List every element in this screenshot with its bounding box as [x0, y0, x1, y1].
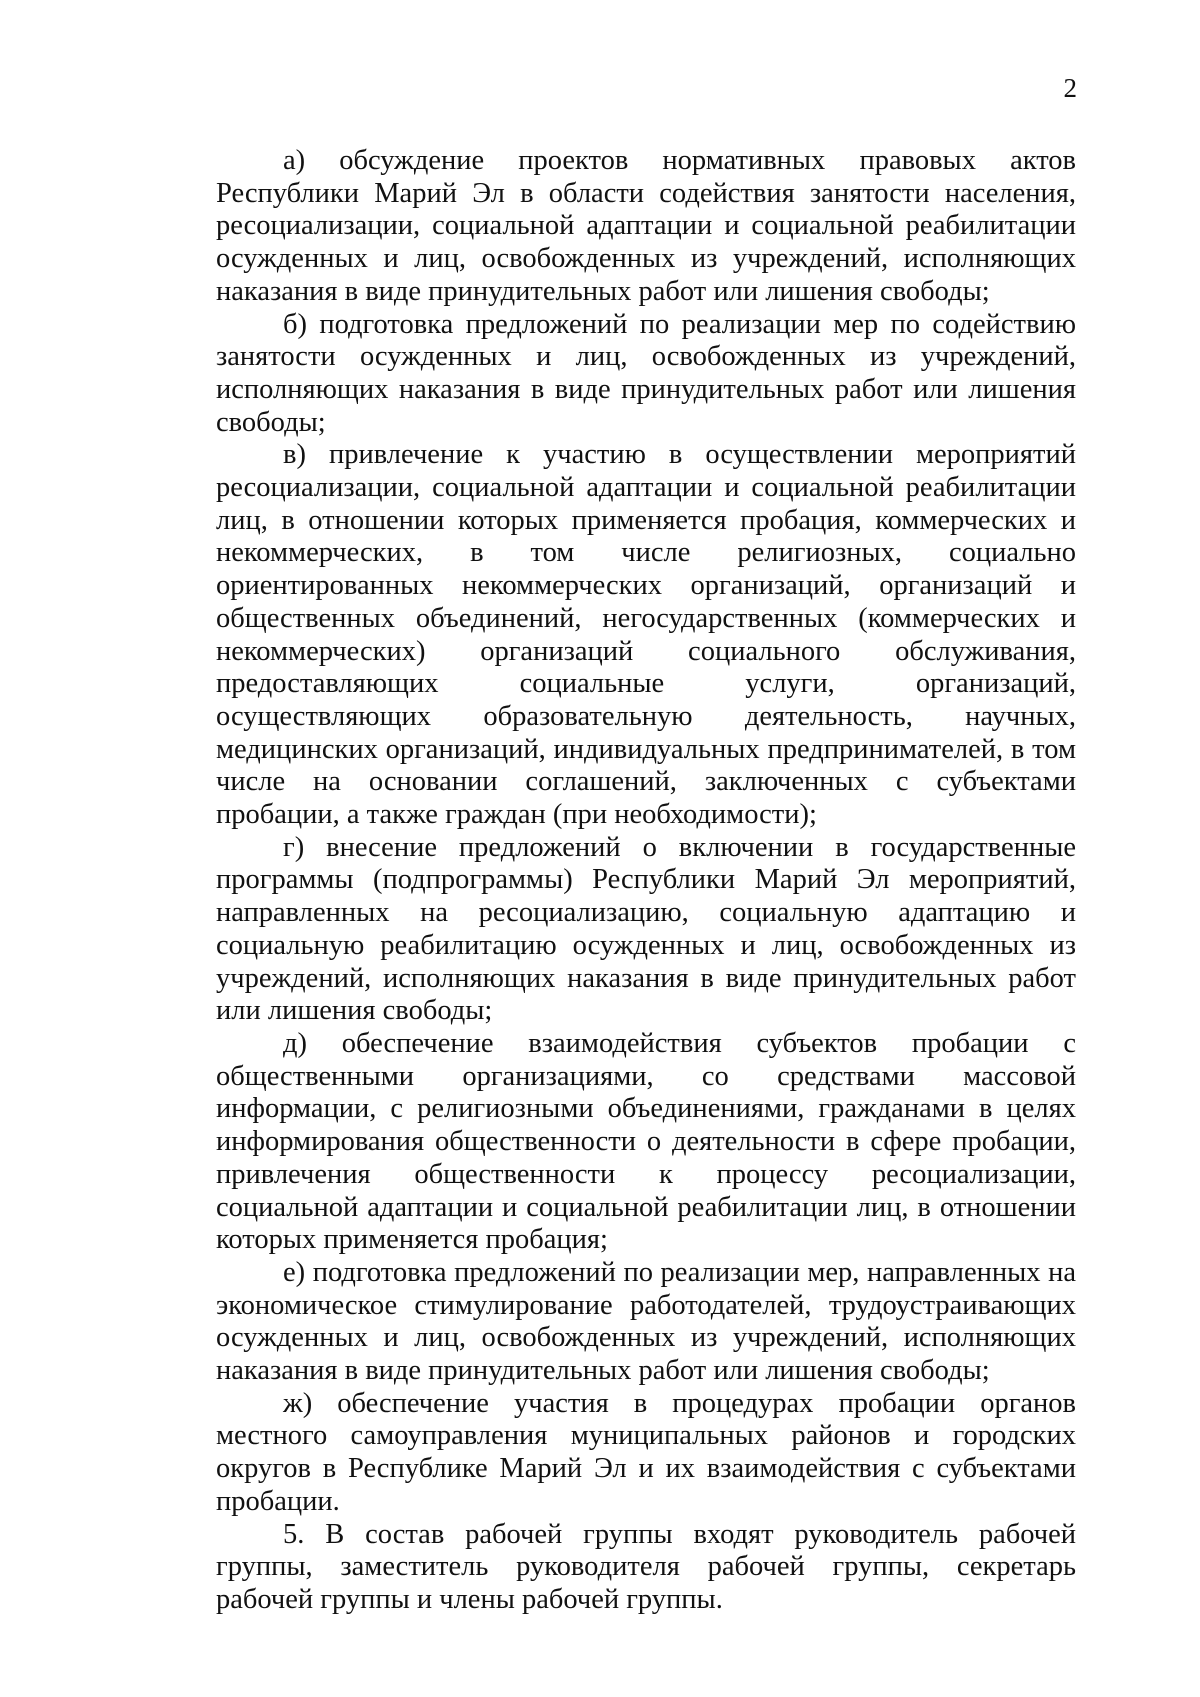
paragraph-b: б) подготовка предложений по реализации мер по содействию занятости осужденных и лиц, освобожденных из учреждений, исполняющих наказания в виде принудительных работ или лишения свободы;: [216, 308, 1076, 438]
paragraph-e: е) подготовка предложений по реализации мер, направленных на экономическое стимулирование работодателей, трудоустраивающих осужденных и лиц, освобожденных из учреждений, исполняющих наказания в виде принудительных работ или лишения свободы;: [216, 1256, 1076, 1387]
paragraph-a: а) обсуждение проектов нормативных правовых актов Республики Марий Эл в области содействия занятости населения, ресоциализации, социальной адаптации и социальной реабилитации осужденных и лиц, освобожденных из учреждений, исполняющих наказания в виде принудительных работ или лишения свободы;: [216, 145, 1076, 307]
paragraph-item-5: 5. В состав рабочей группы входят руководитель рабочей группы, заместитель руководителя рабочей группы, секретарь рабочей группы и члены рабочей группы.: [216, 1518, 1076, 1615]
page-number: 2: [1063, 73, 1077, 103]
paragraph-zh: ж) обеспечение участия в процедурах пробации органов местного самоуправления муниципальных районов и городских округов в Республике Марий Эл и их взаимодействия с субъектами пробации.: [216, 1387, 1076, 1517]
paragraph-d: д) обеспечение взаимодействия субъектов пробации с общественными организациями, со средствами массовой информации, с религиозными объединениями, гражданами в целях информирования общественности о деятельности в сфере пробации, привлечения общественности к процессу ресоциализации, социальной адаптации и социальной реабилитации лиц, в отношении которых применяется пробация;: [216, 1027, 1076, 1256]
paragraph-g: г) внесение предложений о включении в государственные программы (подпрограммы) Республики Марий Эл мероприятий, направленных на ресоциализацию, социальную адаптацию и социальную реабилитацию осужденных и лиц, освобожденных из учреждений, исполняющих наказания в виде принудительных работ или лишения свободы;: [216, 831, 1076, 1027]
paragraph-v: в) привлечение к участию в осуществлении мероприятий ресоциализации, социальной адаптации и социальной реабилитации лиц, в отношении которых применяется пробация, коммерческих и некоммерческих, в том числе религиозных, социально ориентированных некоммерческих организаций, организаций и общественных объединений, негосударственных (коммерческих и некоммерческих) организаций социального обслуживания, предоставляющих социальные услуги, организаций, осуществляющих образовательную деятельность, научных, медицинских организаций, индивидуальных предпринимателей, в том числе на основании соглашений, заключенных с субъектами пробации, а также граждан (при необходимости);: [216, 439, 1076, 831]
document-body: [216, 145, 1076, 1617]
